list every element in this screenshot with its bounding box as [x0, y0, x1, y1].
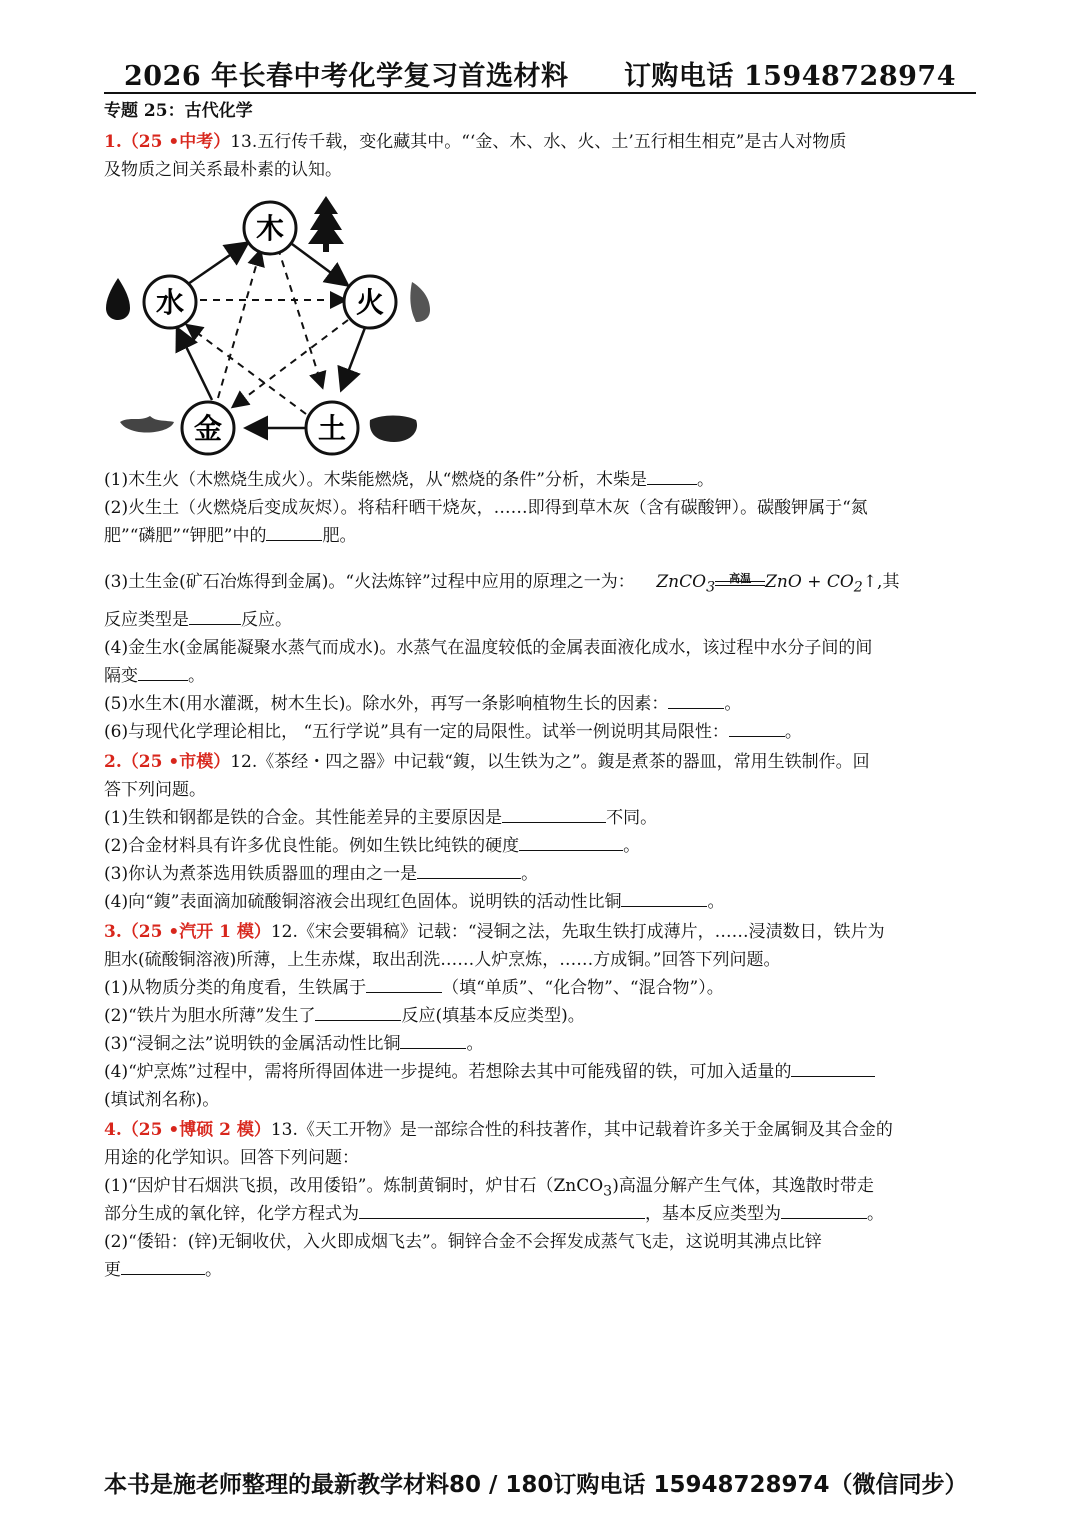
- water-drop-icon: [106, 278, 130, 320]
- q1-sub2-line1: (2)火生土（火燃烧后变成灰烬）。将秸秆晒干烧灰，……即得到草木灰（含有碳酸钾）。碳酸钾属于“氮: [104, 498, 868, 518]
- ingot-icon: [120, 416, 174, 433]
- q2-sub2: (2)合金材料具有许多优良性能。例如生铁比纯铁的硬度 。: [104, 832, 976, 860]
- q1-sub3-line1: (3)土生金(矿石冶炼得到金属)。“火法炼锌”过程中应用的原理之一为： ZnCO$_3$ 高温 ZnO + $CO_2↑$,其: [104, 572, 900, 596]
- q2-stem-line1: 2.（25 •市模）12.《茶经・四之器》中记载“鍑，以生铁为之”。鍑是煮茶的器皿，常用生铁制作。回: [104, 752, 870, 772]
- q4-sub1-line2: 部分生成的氧化锌，化学方程式为 ，基本反应类型为 。: [104, 1200, 976, 1228]
- svg-text:火: 火: [355, 286, 385, 319]
- header-phone: 订购电话 15948728974: [623, 61, 956, 92]
- svg-text:水: 水: [155, 286, 185, 319]
- q1-sub1: (1)木生火（木燃烧生成火）。木柴能燃烧，从“燃烧的条件”分析，木柴是 。: [104, 466, 976, 494]
- q1-sub3-line2: 反应类型是 反应。: [104, 606, 976, 634]
- q4-source-tag: 4.（25 •博硕 2 模）: [104, 1120, 271, 1140]
- flame-icon: [410, 282, 430, 322]
- zinc-carbonate-equation: ZnCO$_3$ 高温 ZnO + $CO_2$: [656, 572, 863, 596]
- q3-source-tag: 3.（25 •汽开 1 模）: [104, 922, 271, 942]
- soil-icon: [370, 416, 417, 443]
- node-fire: [344, 276, 396, 328]
- q4-stem-line2: 用途的化学知识。回答下列问题：: [104, 1148, 359, 1168]
- q1-sub5: (5)水生木(用水灌溉，树木生长)。除水外，再写一条影响植物生长的因素： 。: [104, 690, 976, 718]
- tree-icon: [308, 196, 344, 252]
- node-wood: [244, 202, 296, 254]
- q2-stem-line2: 答下列问题。: [104, 780, 206, 800]
- q4-sub1-line1: (1)“因炉甘石烟洪飞损，改用倭铅”。炼制黄铜时，炉甘石（ZnCO$_3$)高温分解产生气体，其逸散时带走: [104, 1176, 874, 1200]
- q3-sub3: (3)“浸铜之法”说明铁的金属活动性比铜 。: [104, 1030, 976, 1058]
- svg-text:金: 金: [193, 412, 223, 445]
- node-metal: [182, 402, 234, 454]
- q3-stem-line2: 胆水(硫酸铜溶液)所薄，上生赤煤，取出刮洗……人炉烹炼，……方成铜。”回答下列问题。: [104, 950, 781, 970]
- page-footer: 本书是施老师整理的最新教学材料80 / 180订购电话 15948728974（微信同步）: [104, 1472, 968, 1498]
- q1-stem-line2: 及物质之间关系最朴素的认知。: [104, 160, 342, 180]
- q3-stem-line1: 3.（25 •汽开 1 模）12.《宋会要辑稿》记载：“浸铜之法，先取生铁打成薄片，……浸渍数日，铁片为: [104, 922, 885, 942]
- q1-sub6: (6)与现代化学理论相比， “五行学说”具有一定的局限性。试举一例说明其局限性： 。: [104, 718, 976, 746]
- q1-source-tag: 1.（25 •中考）: [104, 132, 231, 152]
- q2-source-tag: 2.（25 •市模）: [104, 752, 231, 772]
- header-title: 2026 年长春中考化学复习首选材料: [124, 61, 569, 92]
- page-header: [104, 52, 976, 94]
- q3-sub1: (1)从物质分类的角度看，生铁属于 （填“单质”、“化合物”、“混合物”）。: [104, 974, 976, 1002]
- node-water: [144, 276, 196, 328]
- svg-text:土: 土: [317, 412, 347, 445]
- q3-sub2: (2)“铁片为胆水所薄”发生了 反应(填基本反应类型)。: [104, 1002, 976, 1030]
- topic-title: 专题 25：古代化学: [104, 101, 253, 121]
- q1-sub4-line2: 隔变 。: [104, 662, 976, 690]
- five-elements-diagram: [100, 190, 440, 460]
- q2-sub4: (4)向“鍑”表面滴加硫酸铜溶液会出现红色固体。说明铁的活动性比铜 。: [104, 888, 976, 916]
- q2-sub1: (1)生铁和钢都是铁的合金。其性能差异的主要原因是 不同。: [104, 804, 976, 832]
- q3-sub4-line1: (4)“炉烹炼”过程中，需将所得固体进一步提纯。若想除去其中可能残留的铁，可加入适量的: [104, 1058, 976, 1086]
- q2-sub3: (3)你认为煮茶选用铁质器皿的理由之一是 。: [104, 860, 976, 888]
- q1-sub2-line2: 肥”“磷肥”“钾肥”中的 肥。: [104, 522, 976, 550]
- q4-sub2-line2: 更 。: [104, 1256, 976, 1284]
- q3-sub4-line2: (填试剂名称)。: [104, 1090, 220, 1110]
- node-earth: [306, 402, 358, 454]
- svg-text:木: 木: [255, 212, 285, 245]
- q4-sub2-line1: (2)“倭铅：(锌)无铜收伏，入火即成烟飞去”。铜锌合金不会挥发成蒸气飞走，这说明其沸点比锌: [104, 1232, 822, 1252]
- q1-sub4-line1: (4)金生水(金属能凝聚水蒸气而成水)。水蒸气在温度较低的金属表面液化成水，该过程中水分子间的间: [104, 638, 873, 658]
- q4-stem-line1: 4.（25 •博硕 2 模）13.《天工开物》是一部综合性的科技著作，其中记载着许多关于金属铜及其合金的: [104, 1120, 893, 1140]
- q1-stem-line1: 1.（25 •中考）13.五行传千载，变化藏其中。“‘金、木、水、火、土’五行相生相克”是古人对物质: [104, 132, 847, 152]
